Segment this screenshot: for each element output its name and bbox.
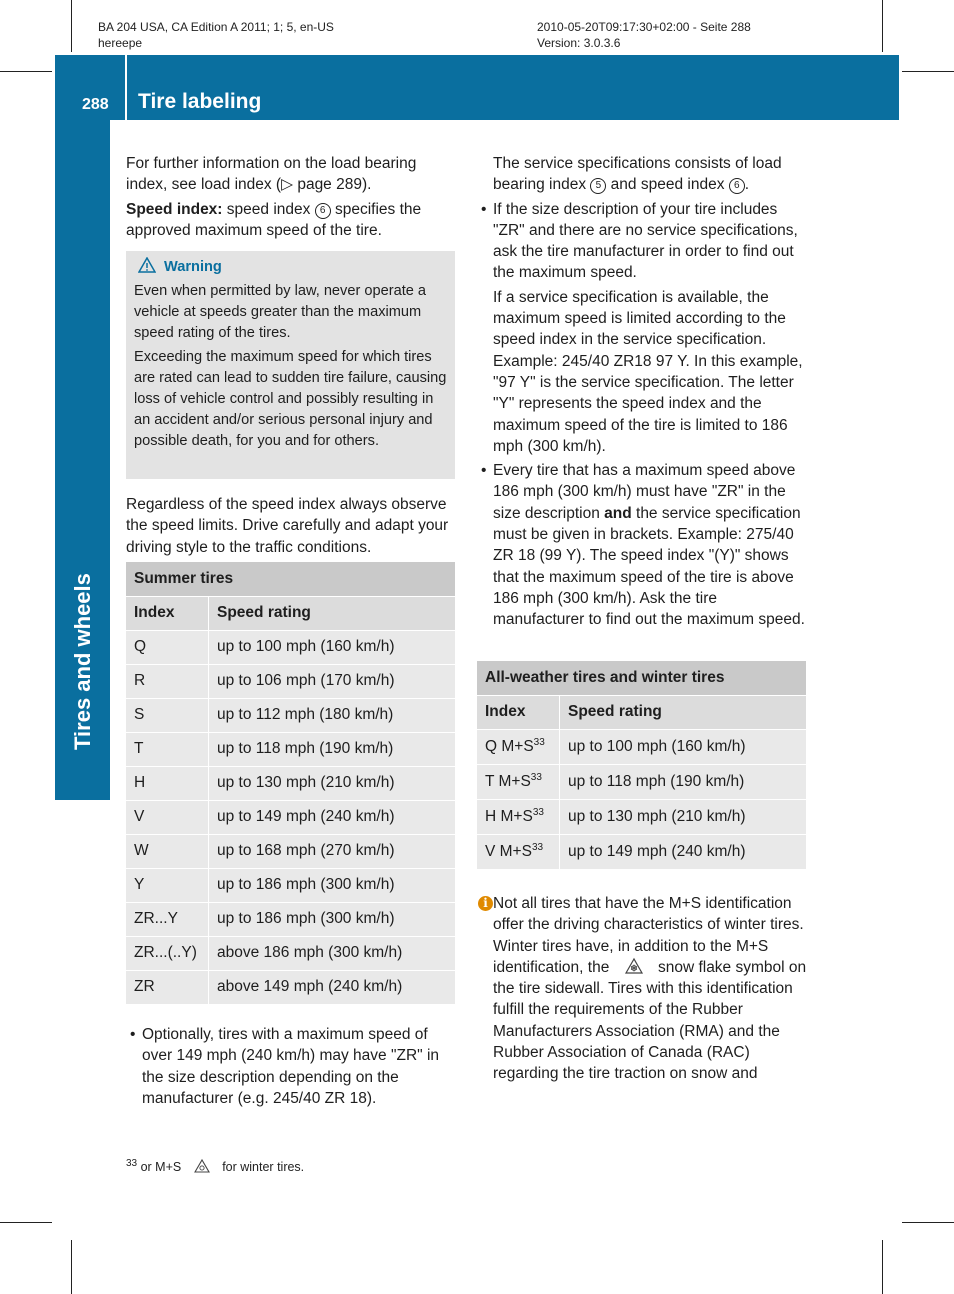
bullet-item: • If the size description of your tire includes "ZR" and there are no service specifications, ask the tire manufacturer in order to find out the maximum speed. bbox=[477, 199, 807, 284]
index-cell: S bbox=[126, 698, 209, 732]
column-header: Index bbox=[477, 695, 560, 729]
index-cell: H bbox=[126, 766, 209, 800]
print-meta-right bbox=[537, 19, 751, 51]
warning-text: Exceeding the maximum speed for which tires are rated can lead to sudden tire failure, causing loss of vehicle control and possibly resulting in an accident and/or serious personal injury and possible death, for you and for others. bbox=[134, 349, 447, 449]
index-cell: T bbox=[126, 732, 209, 766]
index-text: V M+S bbox=[485, 843, 532, 861]
crop-mark bbox=[71, 1240, 72, 1294]
number-6-icon: 6 bbox=[315, 203, 331, 219]
snowflake-mountain-icon bbox=[185, 1158, 219, 1174]
text: The service specifications consists of load bearing index bbox=[493, 155, 782, 194]
speed-cell: up to 149 mph (240 km/h) bbox=[209, 800, 456, 834]
table-row bbox=[126, 766, 455, 800]
footnote bbox=[126, 1158, 304, 1174]
number-5-icon: 5 bbox=[590, 178, 606, 194]
winter-tires-table bbox=[477, 661, 806, 870]
speed-cell: up to 130 mph (210 km/h) bbox=[209, 766, 456, 800]
speed-cell: up to 100 mph (160 km/h) bbox=[560, 729, 807, 764]
speed-cell: up to 112 mph (180 km/h) bbox=[209, 698, 456, 732]
index-cell: R bbox=[126, 664, 209, 698]
page-title: Tire labeling bbox=[138, 90, 262, 113]
paragraph bbox=[126, 199, 456, 242]
table-caption: All-weather tires and winter tires bbox=[477, 661, 806, 695]
table-row bbox=[126, 732, 455, 766]
footnote-ref: 33 bbox=[531, 841, 544, 853]
column-right-top bbox=[477, 153, 807, 634]
print-meta-left bbox=[98, 19, 334, 51]
speed-cell: up to 149 mph (240 km/h) bbox=[560, 834, 807, 869]
warning-text: Even when permitted by law, never operate a vehicle at speeds greater than the maximum speed rating of the tires. bbox=[134, 283, 427, 341]
warning-title: Warning bbox=[164, 259, 222, 275]
table-row bbox=[126, 936, 455, 970]
footnote-number: 33 bbox=[126, 1158, 138, 1169]
index-text: H M+S bbox=[485, 808, 533, 826]
column-left-bottom bbox=[126, 1024, 456, 1112]
text: snow flake symbol on the tire sidewall. Tires with this identification fulfill the requirements of the Rubber Manufacturers Association (RMA) and the Rubber Association of Canada (RAC) regarding the tire traction on snow and bbox=[493, 958, 807, 1083]
paragraph: If a service specification is available, the maximum speed is limited according to the speed index in the service specification. Example: 245/40 ZR18 97 Y. In this example, "97 Y" is the service specification. The letter "Y" represents the speed index and the maximum speed of the tire is limited to 186 mph (300 km/h). bbox=[493, 288, 803, 455]
info-icon: i bbox=[478, 896, 493, 911]
footnote-ref: 33 bbox=[532, 806, 544, 818]
page-number: 288 bbox=[82, 96, 109, 113]
crop-mark bbox=[882, 1240, 883, 1294]
text: the service specification must be given in brackets. Example: 275/40 ZR 18 (99 Y). The speed index "(Y)" shows that the maximum speed of the tire is above 186 mph (300 km/h). Ask the tire manufacturer to find out the maximum speed. bbox=[493, 504, 805, 629]
speed-cell: up to 100 mph (160 km/h) bbox=[209, 630, 456, 664]
index-text: Q M+S bbox=[485, 738, 534, 756]
paragraph: For further information on the load bearing index, see load index (▷ page 289). bbox=[126, 155, 417, 194]
table-row bbox=[126, 698, 455, 732]
index-text: T M+S bbox=[485, 773, 531, 791]
text: and speed index bbox=[606, 176, 729, 194]
speed-cell: up to 130 mph (210 km/h) bbox=[560, 799, 807, 834]
index-cell: ZR bbox=[126, 970, 209, 1004]
emphasis: and bbox=[604, 504, 632, 522]
index-cell: W bbox=[126, 834, 209, 868]
paragraph: Regardless of the speed index always observe the speed limits. Drive carefully and adapt your driving style to the traffic conditions. bbox=[126, 496, 449, 556]
table-row bbox=[126, 630, 455, 664]
table-row bbox=[477, 834, 806, 869]
speed-cell: above 149 mph (240 km/h) bbox=[209, 970, 456, 1004]
meta-line: hereepe bbox=[98, 36, 143, 50]
text: Every tire that has a maximum speed above 186 mph (300 km/h) must have "ZR" in the size description bbox=[493, 462, 796, 522]
index-cell: V bbox=[126, 800, 209, 834]
text: or M+S bbox=[137, 1160, 185, 1175]
crop-mark bbox=[0, 1222, 52, 1223]
meta-line: BA 204 USA, CA Edition A 2011; 1; 5, en-US bbox=[98, 20, 334, 34]
warning-triangle-icon bbox=[138, 257, 156, 273]
column-header: Speed rating bbox=[209, 596, 456, 630]
term-label: Speed index: bbox=[126, 200, 223, 218]
index-cell: ZR...Y bbox=[126, 902, 209, 936]
summer-tires-table bbox=[126, 562, 455, 1005]
index-cell bbox=[477, 834, 560, 869]
column-header: Index bbox=[126, 596, 209, 630]
table-row bbox=[126, 834, 455, 868]
bullet-item: • Optionally, tires with a maximum speed of over 149 mph (240 km/h) may have "ZR" in the size description depending on the manufacturer (e.g. 245/40 ZR 18). bbox=[126, 1024, 456, 1109]
speed-cell: up to 106 mph (170 km/h) bbox=[209, 664, 456, 698]
info-note bbox=[477, 893, 807, 1088]
speed-cell: up to 118 mph (190 km/h) bbox=[560, 764, 807, 799]
table-row bbox=[477, 764, 806, 799]
crop-mark bbox=[0, 71, 52, 72]
text: Not all tires that have the M+S identification offer the driving characteristics of winter tires. Winter tires have, in addition to the M+S identification, the bbox=[493, 895, 804, 976]
table-row bbox=[477, 799, 806, 834]
index-cell bbox=[477, 799, 560, 834]
footnote-ref: 33 bbox=[530, 771, 542, 783]
warning-box bbox=[126, 251, 455, 479]
speed-cell: up to 186 mph (300 km/h) bbox=[209, 902, 456, 936]
bullet-item bbox=[477, 460, 807, 630]
paragraph bbox=[477, 893, 807, 1085]
speed-cell: up to 168 mph (270 km/h) bbox=[209, 834, 456, 868]
table-row bbox=[126, 868, 455, 902]
column-left-middle bbox=[126, 494, 456, 561]
footnote-ref: 33 bbox=[533, 736, 545, 748]
index-cell bbox=[477, 729, 560, 764]
crop-mark bbox=[902, 71, 954, 72]
text: speed index bbox=[222, 200, 315, 218]
number-6-icon: 6 bbox=[729, 178, 745, 194]
table-row bbox=[126, 664, 455, 698]
crop-mark bbox=[902, 1222, 954, 1223]
speed-cell: up to 118 mph (190 km/h) bbox=[209, 732, 456, 766]
meta-line: Version: 3.0.3.6 bbox=[537, 36, 621, 50]
table-row bbox=[126, 902, 455, 936]
table-row bbox=[126, 800, 455, 834]
text: . bbox=[744, 176, 750, 194]
index-cell bbox=[477, 764, 560, 799]
meta-line: 2010-05-20T09:17:30+02:00 - Seite 288 bbox=[537, 20, 751, 34]
text: specifies the approved maximum speed of the tire. bbox=[126, 200, 422, 239]
snowflake-mountain-icon bbox=[614, 957, 654, 975]
speed-cell: up to 186 mph (300 km/h) bbox=[209, 868, 456, 902]
text: for winter tires. bbox=[218, 1160, 305, 1175]
column-left-intro bbox=[126, 153, 456, 244]
table-caption: Summer tires bbox=[126, 562, 455, 596]
table-row bbox=[126, 970, 455, 1004]
crop-mark bbox=[882, 0, 883, 52]
paragraph bbox=[477, 153, 807, 196]
index-cell: Y bbox=[126, 868, 209, 902]
header-divider bbox=[125, 55, 127, 120]
index-cell: ZR...(..Y) bbox=[126, 936, 209, 970]
warning-header bbox=[134, 257, 450, 278]
speed-cell: above 186 mph (300 km/h) bbox=[209, 936, 456, 970]
column-header: Speed rating bbox=[560, 695, 807, 729]
crop-mark bbox=[71, 0, 72, 52]
chapter-side-label: Tires and wheels bbox=[70, 573, 95, 750]
table-row bbox=[477, 729, 806, 764]
index-cell: Q bbox=[126, 630, 209, 664]
